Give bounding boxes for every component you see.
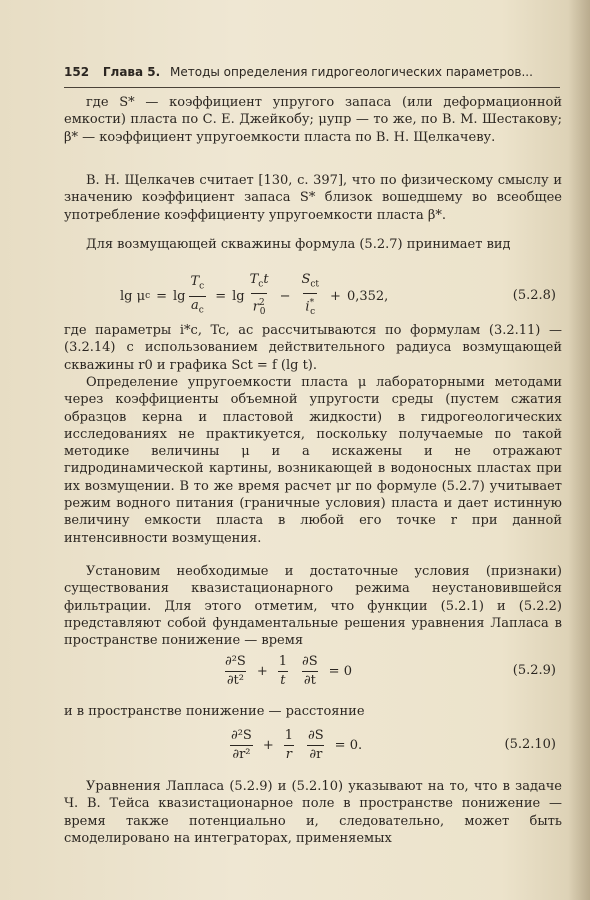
paragraph-8: Уравнения Лапласа (5.2.9) и (5.2.10) указывают на то, что в задаче Ч. В. Тейса квазистационарное поле в пространстве понижение — время также потенциально и, следовательно, может быть смоделировано на интеграторах, применяемых: [64, 779, 562, 846]
paragraph-1: где S* — коэффициент упругого запаса (или деформационной емкости) пласта по С. Е. Джейкобу; μупр — то же, по В. М. Шестакову; β* — коэффициент упругоемкости пласта по В. Н. Щелкачеву.: [64, 95, 562, 145]
chapter-label: Глава 5.: [102, 65, 161, 79]
paragraph-4: где параметры i*c, Tc, ac рассчитываются по формулам (3.2.11) — (3.2.14) с использованием действительного радиуса возмущающей скважины r0 и графика Sct = f (lg t).: [64, 323, 562, 373]
running-header: [64, 65, 560, 85]
equation-number-5-2-8: (5.2.8): [512, 288, 556, 303]
formula-5-2-8: lg μ c = lg $\frac{T_c}{a_c}$ = lg $\frac{T_ct}{r^2_0}$ − $\frac{S_{ct}}{i^*_c}$ + 0,352, (5.2.8): [64, 272, 562, 320]
paragraph-7: и в пространстве понижение — расстояние: [64, 704, 365, 719]
page-edge-shadow: [568, 0, 590, 900]
header-rule: [64, 87, 560, 88]
paragraph-5: Определение упругоемкости пласта μ лабораторными методами через коэффициенты объемной упругости среды (пустем сжатия образцов керна и пластовой жидкости) в гидрогеологических исследованиях не практикуется, поскольку получаемые по такой методике величины μ и a искажены и не отражают гидродинамической картины, возникающей в водоносных пластах при их возмущении. В то же время расчет μr по формуле (5.2.7) учитывает режим водного питания (граничные условия) пласта и дает истинную величину емкости пласта в любой его точке r при данной интенсивности возмущения.: [64, 375, 562, 546]
formula-5-2-9: $\frac{\text{∂²S}}{\text{∂t²}}$ + $\frac{1}{t}$ $\frac{\partial S}{\partial t}$ = 0 (5.2.9): [64, 647, 562, 695]
formula-5-2-10: $\frac{\text{∂²S}}{\text{∂r²}}$ + $\frac{1}{r}$ $\frac{\partial S}{\partial r}$ = 0. (5.2.10): [64, 721, 562, 769]
chapter-title: Методы определения гидрогеологических параметров...: [170, 65, 533, 79]
paragraph-2: В. Н. Щелкачев считает [130, с. 397], что по физическому смыслу и значению коэффициент запаса S* близок вошедшему во всеобщее употребление коэффициенту упругоемкости пласта β*.: [64, 173, 562, 223]
paragraph-3: Для возмущающей скважины формула (5.2.7) принимает вид: [86, 237, 511, 252]
equation-number-5-2-9: (5.2.9): [512, 663, 556, 678]
equation-number-5-2-10: (5.2.10): [504, 737, 556, 752]
paragraph-6: Установим необходимые и достаточные условия (признаки) существования квазистационарного режима неустановившейся фильтрации. Для этого отметим, что функции (5.2.1) и (5.2.2) представляют собой фундаментальные решения уравнения Лапласа в пространстве понижение — время: [64, 564, 562, 649]
page-number: 152: [64, 65, 90, 79]
